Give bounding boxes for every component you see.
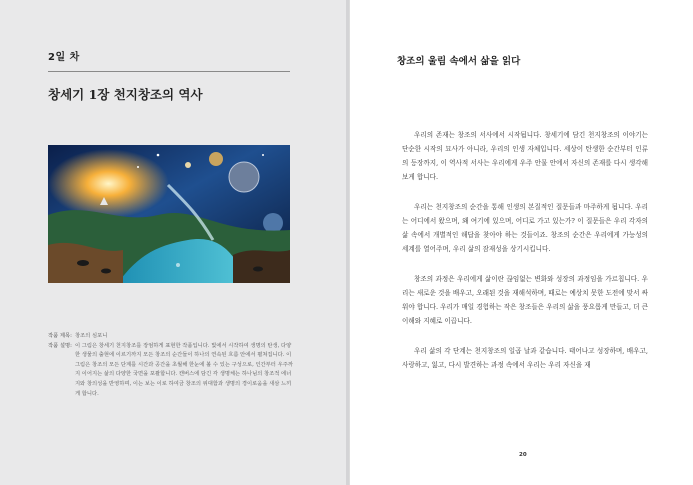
caption-description-row [48,342,294,400]
page-number: 20 [519,452,527,458]
creation-artwork-image [48,145,290,283]
essay-body [402,128,648,388]
essay-paragraph: 우리는 천지창조의 순간을 통해 인생의 본질적인 질문들과 마주하게 됩니다. 우리는 어디에서 왔으며, 왜 여기에 있으며, 어디로 가고 있는가? 이 질문들은 우리 각자의 삶 속에서 개별적인 해답을 찾아야 하는 것들이죠. 창조의 순간은 우리에게 가능성의 세계를 열어주며, 우리 삶의 잠재성을 상기시킵니다. [402,203,648,253]
caption-title-label: 작품 제목: [48,333,72,339]
caption-description-label: 작품 설명: [48,342,72,349]
caption-title-value: 창조의 심포니 [74,333,108,339]
artwork-caption [48,332,294,399]
essay-paragraph: 우리의 존재는 창조의 서사에서 시작됩니다. 창세기에 담긴 천지창조의 이야기는 단순한 시작의 묘사가 아니라, 우리의 인생 자체입니다. 세상이 탄생한 순간부터 인류의 등장까지, 이 역사적 서사는 우리에게 우주 안물 안에서 자신의 존재를 다시 생각해보게 합니다. [402,131,648,181]
essay-paragraph: 우리 삶의 각 단계는 천지창조의 일곱 날과 같습니다. 태어나고 성장하며, 배우고, 사랑하고, 잃고, 다시 발견하는 과정 속에서 우리는 우리 자신을 재 [402,347,648,369]
caption-description-text: 이 그림은 창세기 천지창조를 장엄하게 표현한 작품입니다. 빛에서 시작하여 생명의 탄생, 다양한 생물의 출현에 이르기까지 모든 창조의 순간들이 하나의 연속된 흐름 안에서 펼쳐집니다. 이 그림은 창조의 모든 단계를 시간과 공간을 초월해 한눈에 볼 수 있는 구성으로, 인간부터 우주까지 이어지는 삶의 다양한 국면을 포괄합니다. 캔버스에 담긴 각 생명체는 하나님의 창조적 에너지와 창의성을 반영하며, 이는 보는 이로 하여금 창조의 위대함과 생명의 경이로움을 새삼 느끼게 합니다. [74,342,293,397]
essay-title: 창조의 울림 속에서 삶을 읽다 [397,56,521,67]
day-label: 2일 차 [48,52,80,63]
caption-title-row [48,332,294,342]
chapter-title: 창세기 1장 천지창조의 역사 [48,87,203,102]
header-divider [48,71,290,72]
essay-paragraph: 창조의 과정은 우리에게 삶이란 끊임없는 변화와 성장의 과정임을 가르칩니다. 우리는 새로운 것을 배우고, 오래된 것을 재해석하며, 때로는 예상치 못한 도전에 맞서 싸워야 합니다. 우리가 매일 경험하는 작은 창조들은 우리의 삶을 풍요롭게 만들고, 더 큰 이해와 지혜로 이끕니다. [402,275,648,325]
